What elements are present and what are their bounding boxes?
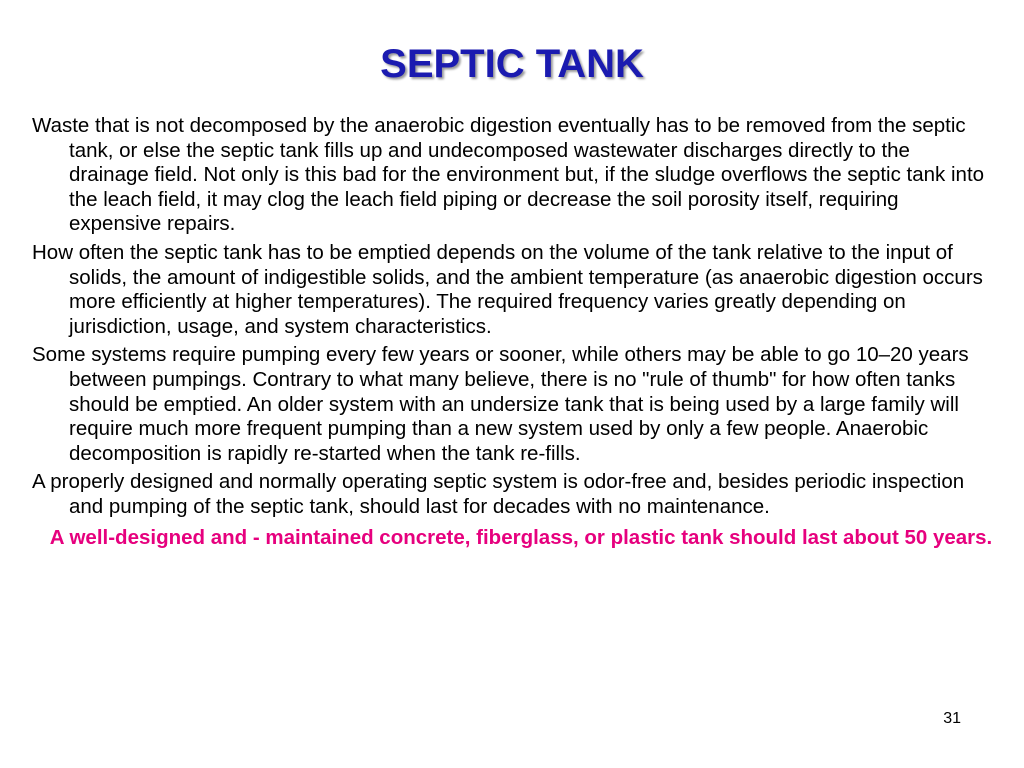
page-number: 31 (943, 710, 961, 727)
highlight-tank-lifespan: A well-designed and - maintained concrete, fiberglass, or plastic tank should last about 50 years. (49, 525, 993, 549)
paragraph-sludge-removal: Waste that is not decomposed by the anaerobic digestion eventually has to be removed from the septic tank, or else the septic tank fills up and undecomposed wastewater discharges directly to the drainage field. Not only is this bad for the environment but, if the sludge overflows the septic tank into the leach field, it may clog the leach field piping or decrease the soil porosity itself, requiring expensive repairs. (32, 114, 985, 236)
paragraph-maintenance: A properly designed and normally operating septic system is odor-free and, besides periodic inspection and pumping of the septic tank, should last for decades with no maintenance. (32, 470, 965, 518)
slide-body (32, 114, 994, 550)
paragraph-emptying-frequency: How often the septic tank has to be emptied depends on the volume of the tank relative to the input of solids, the amount of indigestible solids, and the ambient temperature (as anaerobic digestion occurs more efficiently at higher temperatures). The required frequency varies greatly depending on jurisdiction, usage, and system characteristics. (32, 240, 983, 338)
paragraph-pumping-interval: Some systems require pumping every few years or sooner, while others may be able to go 10–20 years between pumpings. Contrary to what many believe, there is no "rule of thumb" for how often tanks should be emptied. An older system with an undersize tank that is being used by a large family will require much more frequent pumping than a new system used by only a few people. Anaerobic decomposition is rapidly re-started when the tank re-fills. (32, 343, 969, 465)
slide-title: SEPTIC TANK (380, 42, 644, 86)
